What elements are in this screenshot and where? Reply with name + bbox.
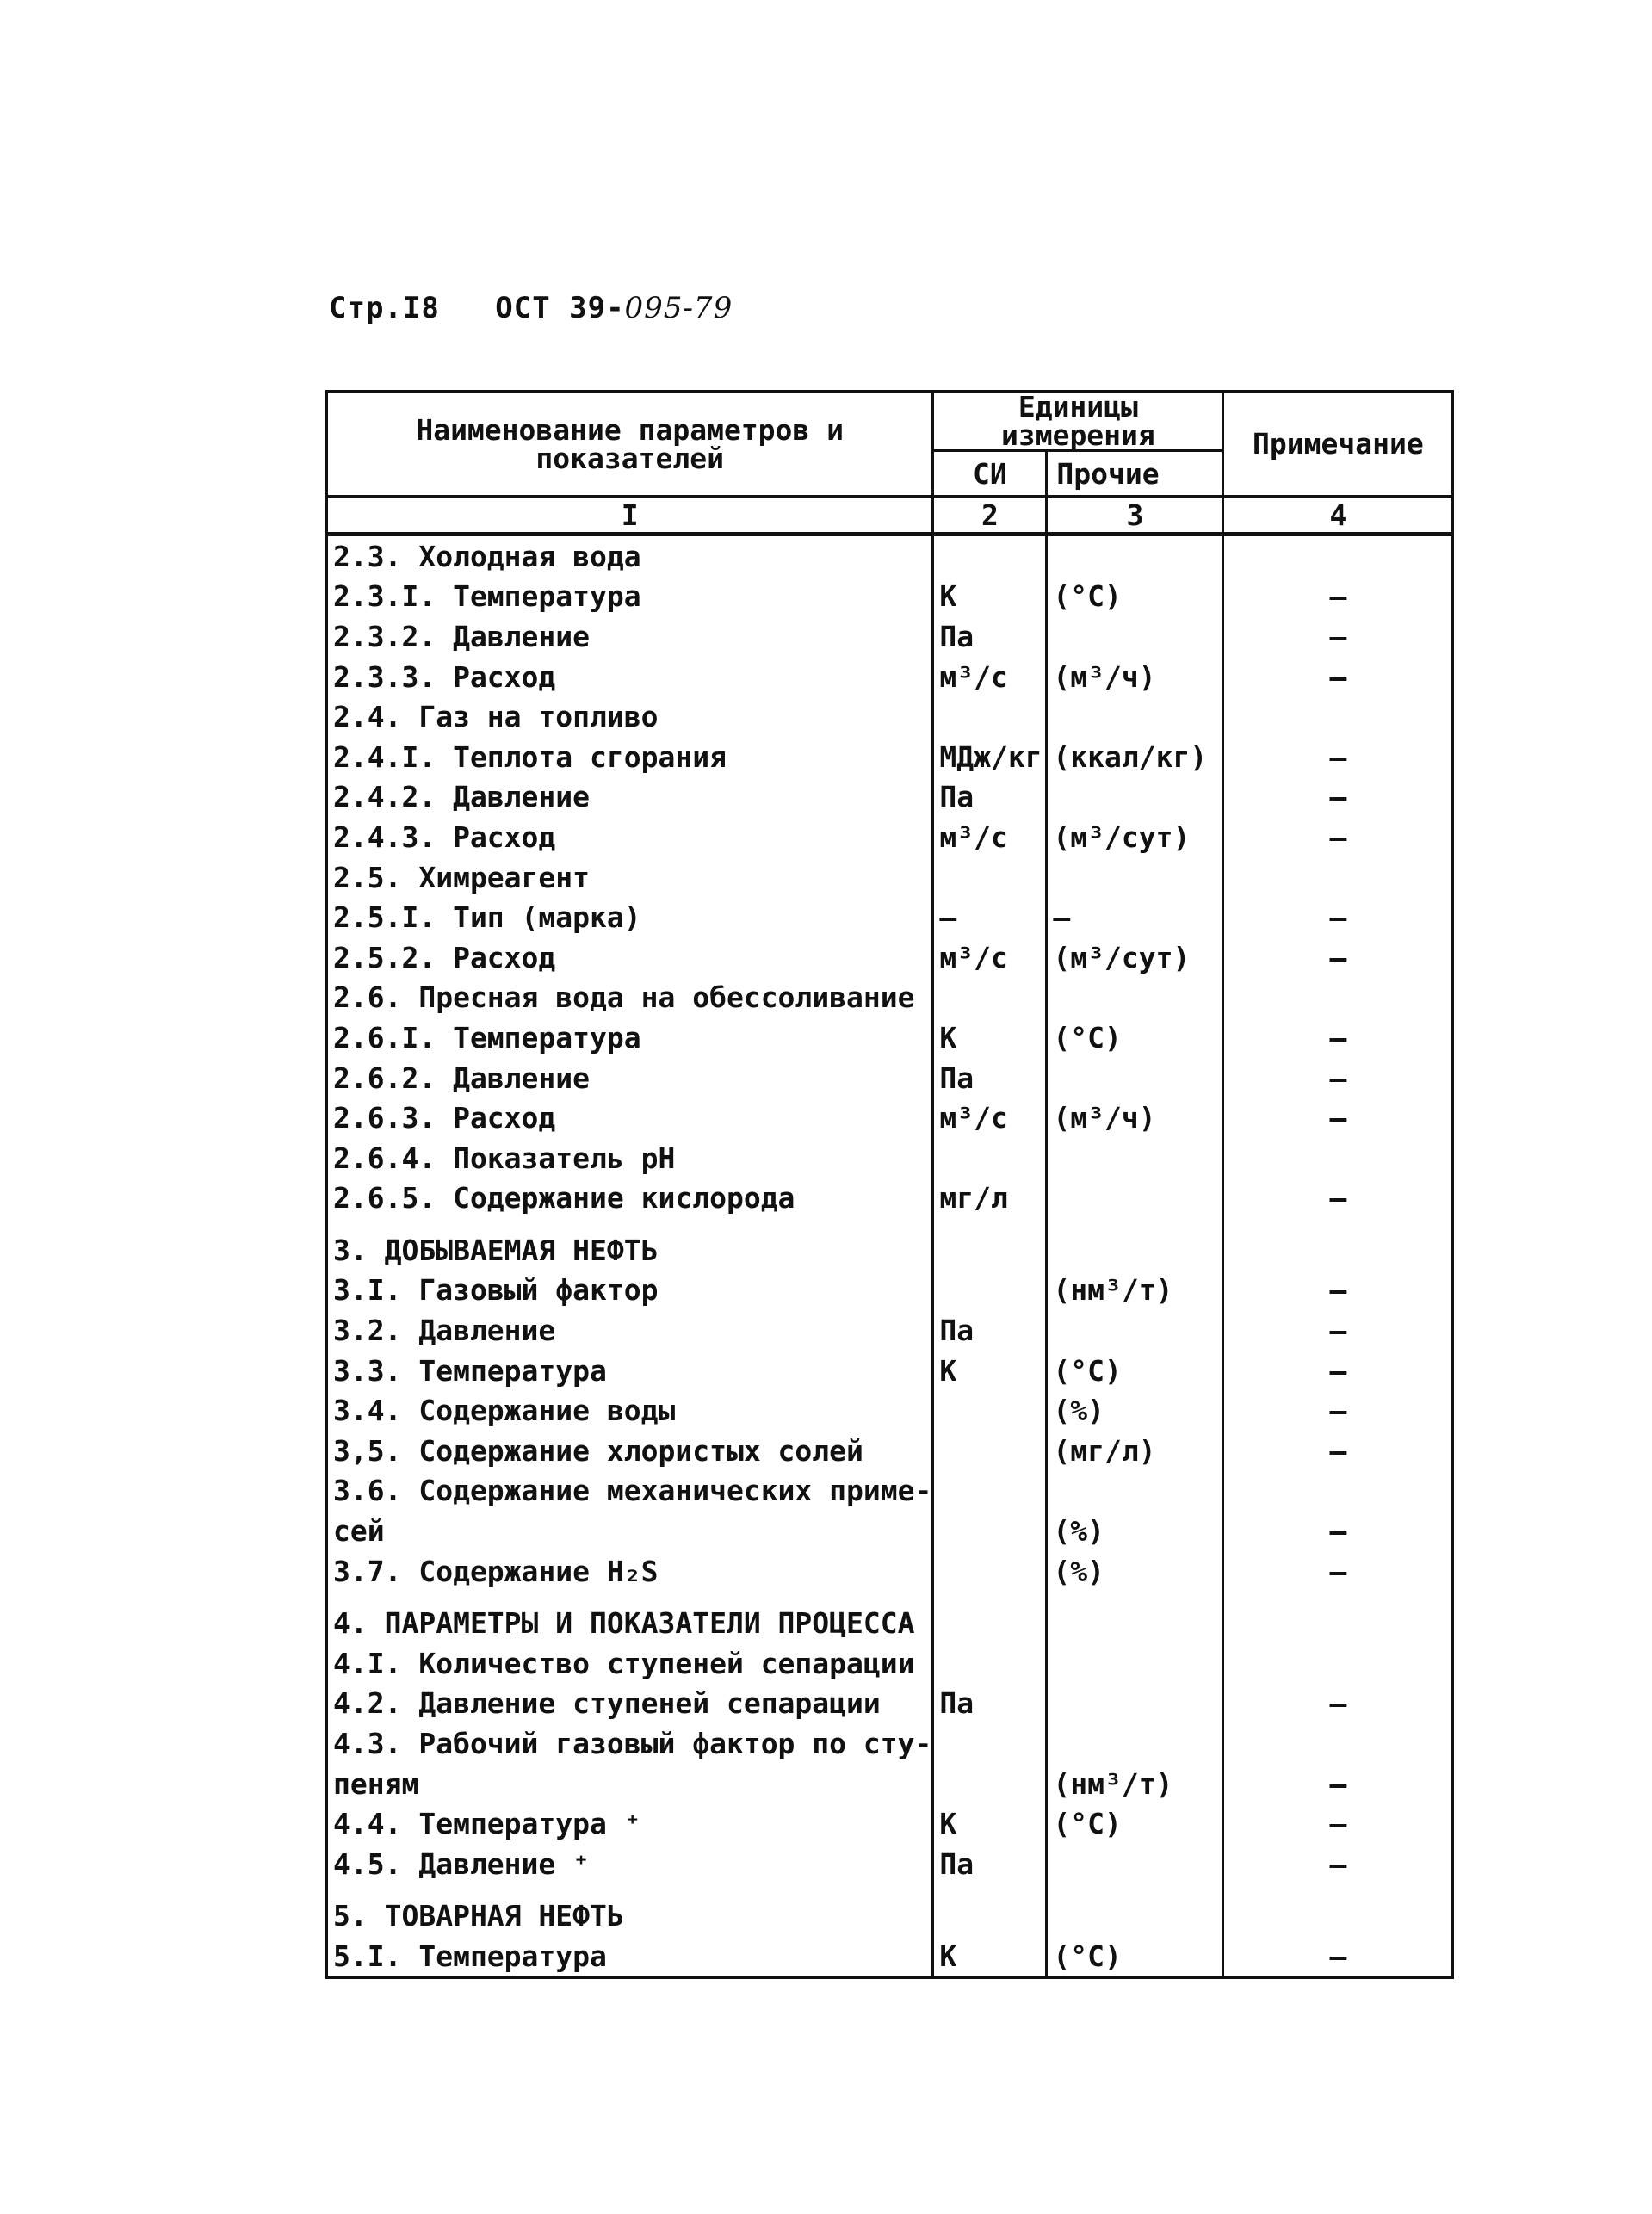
table-row (327, 535, 1453, 577)
param-name-cell: 4.2. Давление ступеней сепарации (327, 1684, 933, 1724)
note-cell: – (1223, 1178, 1453, 1219)
note-cell (1223, 1643, 1453, 1684)
note-cell: – (1223, 1390, 1453, 1431)
table-row (327, 1551, 1453, 1592)
page-number: Стр.I8 (329, 291, 440, 325)
si-unit-cell (933, 1431, 1047, 1471)
param-name-cell: 2.5.I. Тип (марка) (327, 897, 933, 937)
note-cell: – (1223, 1803, 1453, 1844)
header-name: Наименование параметров и показателей (327, 392, 933, 497)
note-cell: – (1223, 777, 1453, 818)
other-unit-cell (1047, 777, 1223, 818)
si-unit-cell (933, 1271, 1047, 1311)
param-name-cell: 5. ТОВАРНАЯ НЕФТЬ (327, 1884, 933, 1937)
table-row (327, 1723, 1453, 1764)
note-cell (1223, 1471, 1453, 1512)
note-cell: – (1223, 1351, 1453, 1391)
note-cell: – (1223, 1017, 1453, 1058)
parameters-table (325, 390, 1454, 1979)
si-unit-cell (933, 535, 1047, 577)
param-name-cell: 3.3. Температура (327, 1351, 933, 1391)
other-unit-cell: (м³/ч) (1047, 1098, 1223, 1138)
table-body (327, 535, 1453, 1978)
note-cell (1223, 1218, 1453, 1271)
si-unit-cell (933, 1591, 1047, 1643)
si-unit-cell: Па (933, 1684, 1047, 1724)
param-name-cell: 3.I. Газовый фактор (327, 1271, 933, 1311)
note-cell (1223, 696, 1453, 737)
other-unit-cell: (°С) (1047, 1351, 1223, 1391)
param-name-cell: 2.3. Холодная вода (327, 535, 933, 577)
note-cell: – (1223, 737, 1453, 777)
other-unit-cell: (нм³/т) (1047, 1271, 1223, 1311)
param-name-cell: пеням (327, 1764, 933, 1804)
table-row (327, 857, 1453, 898)
param-name-cell: 2.3.3. Расход (327, 657, 933, 697)
table-row (327, 1884, 1453, 1937)
other-unit-cell (1047, 1723, 1223, 1764)
other-unit-cell: (°С) (1047, 1803, 1223, 1844)
param-name-cell: 2.4.3. Расход (327, 817, 933, 857)
standard-code: ОСТ 39- (495, 291, 625, 325)
other-unit-cell: (%) (1047, 1551, 1223, 1592)
other-unit-cell (1047, 1058, 1223, 1098)
table-row (327, 897, 1453, 937)
note-cell: – (1223, 1844, 1453, 1884)
note-cell: – (1223, 1271, 1453, 1311)
si-unit-cell (933, 1643, 1047, 1684)
table-row (327, 937, 1453, 978)
si-unit-cell (933, 696, 1047, 737)
note-cell (1223, 978, 1453, 1018)
table-row (327, 1058, 1453, 1098)
other-unit-cell: (°С) (1047, 577, 1223, 617)
si-unit-cell (933, 1390, 1047, 1431)
column-number: 3 (1047, 497, 1223, 535)
page-header (329, 291, 733, 325)
table-row (327, 1017, 1453, 1058)
other-unit-cell (1047, 1178, 1223, 1219)
si-unit-cell: Па (933, 616, 1047, 657)
other-unit-cell (1047, 696, 1223, 737)
other-unit-cell (1047, 1471, 1223, 1512)
table-row (327, 1138, 1453, 1178)
other-unit-cell: (°С) (1047, 1936, 1223, 1977)
other-unit-cell: (ккал/кг) (1047, 737, 1223, 777)
table-row (327, 1431, 1453, 1471)
si-unit-cell: – (933, 897, 1047, 937)
table-row (327, 978, 1453, 1018)
table-row (327, 1803, 1453, 1844)
table-row (327, 1643, 1453, 1684)
param-name-cell: 3. ДОБЫВАЕМАЯ НЕФТЬ (327, 1218, 933, 1271)
param-name-cell: 5.I. Температура (327, 1936, 933, 1977)
si-unit-cell (933, 1471, 1047, 1512)
si-unit-cell (933, 978, 1047, 1018)
note-cell (1223, 1138, 1453, 1178)
param-name-cell: 2.6. Пресная вода на обессоливание (327, 978, 933, 1018)
table-row (327, 696, 1453, 737)
si-unit-cell: мг/л (933, 1178, 1047, 1219)
param-name-cell: 4.I. Количество ступеней сепарации (327, 1643, 933, 1684)
table-row (327, 1218, 1453, 1271)
header-note: Примечание (1223, 392, 1453, 497)
si-unit-cell: Па (933, 777, 1047, 818)
table-row (327, 1471, 1453, 1512)
header-units: Единицы измерения (933, 392, 1223, 451)
other-unit-cell (1047, 535, 1223, 577)
si-unit-cell: Па (933, 1310, 1047, 1351)
note-cell: – (1223, 1310, 1453, 1351)
note-cell (1223, 1884, 1453, 1937)
param-name-cell: 4. ПАРАМЕТРЫ И ПОКАЗАТЕЛИ ПРОЦЕССА (327, 1591, 933, 1643)
table-row (327, 616, 1453, 657)
other-unit-cell (1047, 1218, 1223, 1271)
other-unit-cell (1047, 978, 1223, 1018)
param-name-cell: 4.3. Рабочий газовый фактор по сту- (327, 1723, 933, 1764)
header-si: СИ (933, 451, 1047, 497)
note-cell: – (1223, 1684, 1453, 1724)
param-name-cell: 2.5. Химреагент (327, 857, 933, 898)
param-name-cell: 3.7. Содержание H₂S (327, 1551, 933, 1592)
table-row (327, 817, 1453, 857)
param-name-cell: 2.6.3. Расход (327, 1098, 933, 1138)
note-cell: – (1223, 577, 1453, 617)
table-row (327, 1936, 1453, 1977)
other-unit-cell (1047, 1643, 1223, 1684)
param-name-cell: 3.4. Содержание воды (327, 1390, 933, 1431)
table-row (327, 1310, 1453, 1351)
other-unit-cell: (м³/сут) (1047, 817, 1223, 857)
other-unit-cell: (мг/л) (1047, 1431, 1223, 1471)
si-unit-cell: Па (933, 1844, 1047, 1884)
other-unit-cell (1047, 1884, 1223, 1937)
table-row (327, 657, 1453, 697)
table-row (327, 1098, 1453, 1138)
note-cell: – (1223, 616, 1453, 657)
si-unit-cell (933, 1764, 1047, 1804)
table-row (327, 1178, 1453, 1219)
other-unit-cell (1047, 1310, 1223, 1351)
table-row (327, 1351, 1453, 1391)
other-unit-cell (1047, 857, 1223, 898)
header-other: Прочие (1047, 451, 1223, 497)
param-name-cell: 2.6.2. Давление (327, 1058, 933, 1098)
note-cell: – (1223, 937, 1453, 978)
param-name-cell: 2.3.2. Давление (327, 616, 933, 657)
param-name-cell: 4.5. Давление ⁺ (327, 1844, 933, 1884)
param-name-cell: 4.4. Температура ⁺ (327, 1803, 933, 1844)
si-unit-cell: МДж/кг (933, 737, 1047, 777)
table-row (327, 1271, 1453, 1311)
param-name-cell: 2.4.2. Давление (327, 777, 933, 818)
note-cell: – (1223, 1098, 1453, 1138)
note-cell: – (1223, 1431, 1453, 1471)
si-unit-cell (933, 1884, 1047, 1937)
si-unit-cell (933, 1138, 1047, 1178)
si-unit-cell (933, 857, 1047, 898)
other-unit-cell: (нм³/т) (1047, 1764, 1223, 1804)
si-unit-cell: м³/с (933, 937, 1047, 978)
note-cell: – (1223, 657, 1453, 697)
table-row (327, 1390, 1453, 1431)
si-unit-cell: К (933, 1351, 1047, 1391)
table-row (327, 737, 1453, 777)
other-unit-cell: (м³/сут) (1047, 937, 1223, 978)
other-unit-cell (1047, 616, 1223, 657)
param-name-cell: 3.6. Содержание механических приме- (327, 1471, 933, 1512)
other-unit-cell (1047, 1844, 1223, 1884)
si-unit-cell (933, 1218, 1047, 1271)
standard-code-handwritten: 095-79 (624, 291, 733, 325)
other-unit-cell: – (1047, 897, 1223, 937)
note-cell: – (1223, 1764, 1453, 1804)
si-unit-cell: м³/с (933, 1098, 1047, 1138)
param-name-cell: 2.6.I. Температура (327, 1017, 933, 1058)
table-row (327, 1591, 1453, 1643)
note-cell: – (1223, 1551, 1453, 1592)
si-unit-cell (933, 1511, 1047, 1551)
note-cell: – (1223, 1936, 1453, 1977)
column-number: 2 (933, 497, 1047, 535)
param-name-cell: 2.4.I. Теплота сгорания (327, 737, 933, 777)
other-unit-cell (1047, 1684, 1223, 1724)
table-row (327, 1844, 1453, 1884)
note-cell (1223, 535, 1453, 577)
table-row (327, 577, 1453, 617)
table-row (327, 1764, 1453, 1804)
note-cell: – (1223, 1058, 1453, 1098)
note-cell (1223, 1723, 1453, 1764)
table-row (327, 1511, 1453, 1551)
note-cell: – (1223, 897, 1453, 937)
column-number-row (327, 497, 1453, 535)
param-name-cell: 2.4. Газ на топливо (327, 696, 933, 737)
other-unit-cell (1047, 1138, 1223, 1178)
other-unit-cell (1047, 1591, 1223, 1643)
other-unit-cell: (°С) (1047, 1017, 1223, 1058)
param-name-cell: 2.5.2. Расход (327, 937, 933, 978)
param-name-cell: 2.3.I. Температура (327, 577, 933, 617)
si-unit-cell: м³/с (933, 817, 1047, 857)
param-name-cell: 3,5. Содержание хлористых солей (327, 1431, 933, 1471)
si-unit-cell: К (933, 1803, 1047, 1844)
other-unit-cell: (%) (1047, 1390, 1223, 1431)
param-name-cell: 2.6.5. Содержание кислорода (327, 1178, 933, 1219)
si-unit-cell: К (933, 1017, 1047, 1058)
param-name-cell: 3.2. Давление (327, 1310, 933, 1351)
si-unit-cell: К (933, 1936, 1047, 1977)
si-unit-cell (933, 1551, 1047, 1592)
note-cell (1223, 857, 1453, 898)
note-cell: – (1223, 1511, 1453, 1551)
si-unit-cell: м³/с (933, 657, 1047, 697)
si-unit-cell: К (933, 577, 1047, 617)
table-row (327, 777, 1453, 818)
column-number: 4 (1223, 497, 1453, 535)
si-unit-cell: Па (933, 1058, 1047, 1098)
column-number: I (327, 497, 933, 535)
si-unit-cell (933, 1723, 1047, 1764)
table-row (327, 1684, 1453, 1724)
other-unit-cell: (%) (1047, 1511, 1223, 1551)
param-name-cell: 2.6.4. Показатель pH (327, 1138, 933, 1178)
other-unit-cell: (м³/ч) (1047, 657, 1223, 697)
note-cell (1223, 1591, 1453, 1643)
note-cell: – (1223, 817, 1453, 857)
param-name-cell: сей (327, 1511, 933, 1551)
